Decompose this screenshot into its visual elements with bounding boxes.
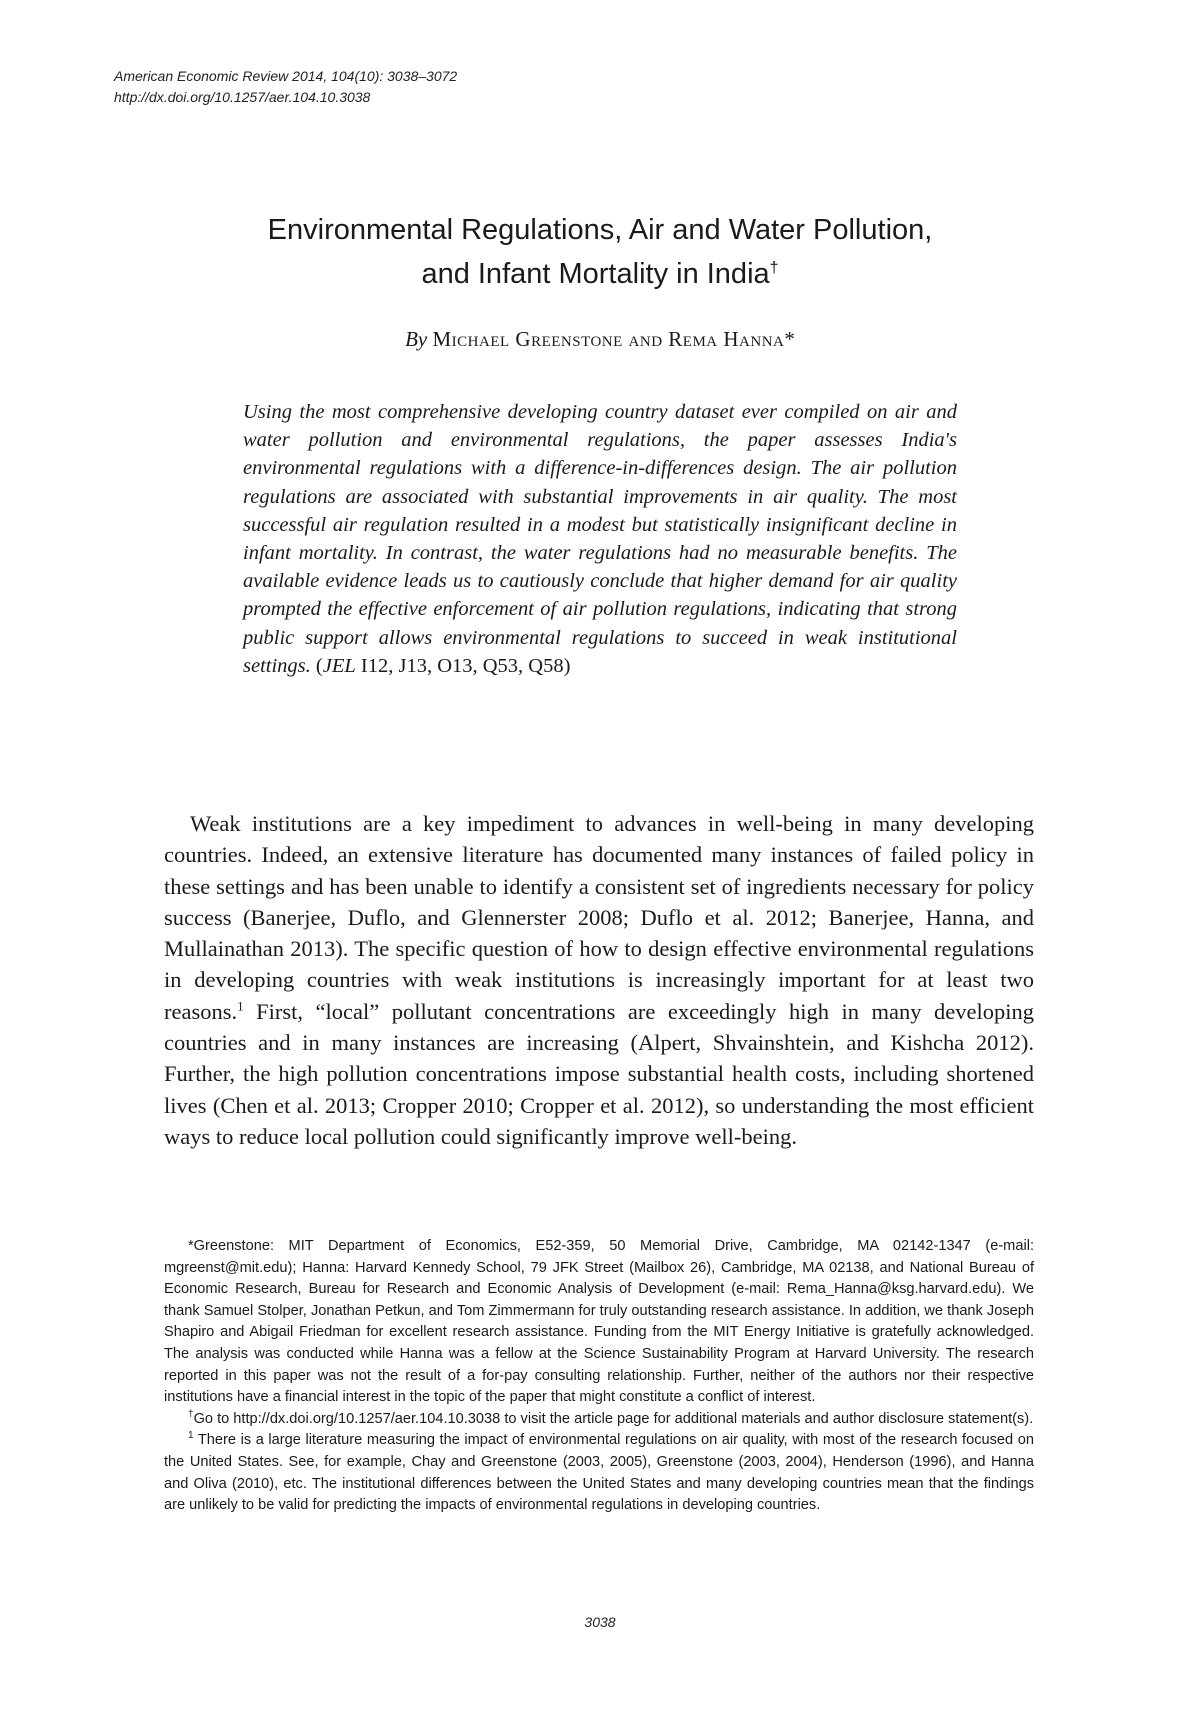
jel-codes bbox=[316, 655, 571, 677]
title-dagger-mark: † bbox=[769, 259, 779, 277]
jel-open: ( bbox=[315, 654, 323, 677]
footnote-dagger-text: Go to http://dx.doi.org/10.1257/aer.104.10.3038 to visit the article page for additional materials and author disclosure statement(s). bbox=[193, 1410, 1034, 1427]
title-line-1: Environmental Regulations, Air and Water Pollution, bbox=[267, 214, 933, 246]
byline-by: By bbox=[405, 327, 428, 351]
article-title bbox=[150, 208, 1050, 296]
footnote-1-mark: 1 bbox=[188, 1430, 194, 1442]
title-line-2 bbox=[150, 252, 1050, 296]
journal-header bbox=[114, 66, 457, 108]
body-paragraph bbox=[164, 808, 1034, 1152]
author-byline bbox=[150, 326, 1050, 352]
footnote-dagger-mark: † bbox=[188, 1408, 194, 1420]
byline-authors: Michael Greenstone and Rema Hanna bbox=[432, 327, 785, 351]
abstract bbox=[243, 398, 957, 680]
body-text-part-2: First, “local” pollutant concentrations are exceedingly high in many developing countries and in many instances are increasing (Alpert, Shvainshtein, and Kishcha 2012). Further, the high pollution concentrations impose substantial health costs, including shortened lives (Chen et al. 2013; Cropper 2010; Cropper et al. 2012), so understanding the most efficient ways to reduce local pollution could significantly improve well-being. bbox=[164, 998, 1034, 1149]
article-doi: http://dx.doi.org/10.1257/aer.104.10.3038 bbox=[114, 89, 371, 105]
footnote-ref-1: 1 bbox=[237, 998, 244, 1014]
page-number: 3038 bbox=[584, 1614, 616, 1630]
jel-code-list: I12, J13, O13, Q53, Q58) bbox=[360, 654, 571, 677]
jel-label: JEL bbox=[322, 654, 356, 677]
footnote-dagger bbox=[164, 1409, 1034, 1431]
title-line-2-text: and Infant Mortality in India bbox=[421, 258, 770, 290]
footnote-author-affiliations: *Greenstone: MIT Department of Economics, E52-359, 50 Memorial Drive, Cambridge, MA 02142-1347 (e-mail: mgreenst@mit.edu); Hanna: Harvard Kennedy School, 79 JFK Street (Mailbox 26), Cambridge, MA 02138, and National Bureau of Economic Research, Bureau for Research and Economic Analysis of Development (e-mail: Rema_Hanna@ksg.harvard.edu). We thank Samuel Stolper, Jonathan Petkun, and Tom Zimmermann for truly outstanding research assistance. In addition, we thank Joseph Shapiro and Abigail Friedman for excellent research assistance. Funding from the MIT Energy Initiative is gratefully acknowledged. The analysis was conducted while Hanna was a fellow at the Science Sustainability Program at Harvard University. The research reported in this paper was not the result of a for-pay consulting relationship. Further, neither of the authors nor their respective institutions have a financial interest in the topic of the paper that might constitute a conflict of interest. bbox=[164, 1238, 1034, 1406]
abstract-text: Using the most comprehensive developing country dataset ever compiled on air and water pollution and environmental regulations, the paper assesses India's environmental regulations with a difference-in-differences design. The air pollution regulations are associated with substantial improvements in air quality. The most successful air regulation resulted in a modest but statistically insignificant decline in infant mortality. In contrast, the water regulations had no measurable benefits. The available evidence leads us to cautiously conclude that higher demand for air quality prompted the effective enforcement of air pollution regulations, indicating that strong public support allows environmental regulations to succeed in weak institutional settings. bbox=[243, 401, 957, 677]
byline-asterisk: * bbox=[784, 327, 795, 351]
footnote-1 bbox=[164, 1430, 1034, 1516]
footnotes bbox=[164, 1236, 1034, 1517]
footnote-1-text: There is a large literature measuring the impact of environmental regulations on air quality, with most of the research focused on the United States. See, for example, Chay and Greenstone (2003, 2005), Greenstone (2003, 2004), Henderson (1996), and Hanna and Oliva (2010), etc. The institutional differences between the United States and many developing countries mean that the findings are unlikely to be valid for predicting the impacts of environmental regulations in developing countries. bbox=[164, 1432, 1034, 1514]
body-text-part-1: Weak institutions are a key impediment to advances in well-being in many developing countries. Indeed, an extensive literature has documented many instances of failed policy in these settings and has been unable to identify a consistent set of ingredients necessary for policy success (Banerjee, Duflo, and Glennerster 2008; Duflo et al. 2012; Banerjee, Hanna, and Mullainathan 2013). The specific question of how to design effective environmental regulations in developing countries with weak institutions is increasingly important for at least two reasons. bbox=[164, 811, 1034, 1024]
journal-citation: American Economic Review 2014, 104(10): 3038–3072 bbox=[114, 68, 458, 84]
